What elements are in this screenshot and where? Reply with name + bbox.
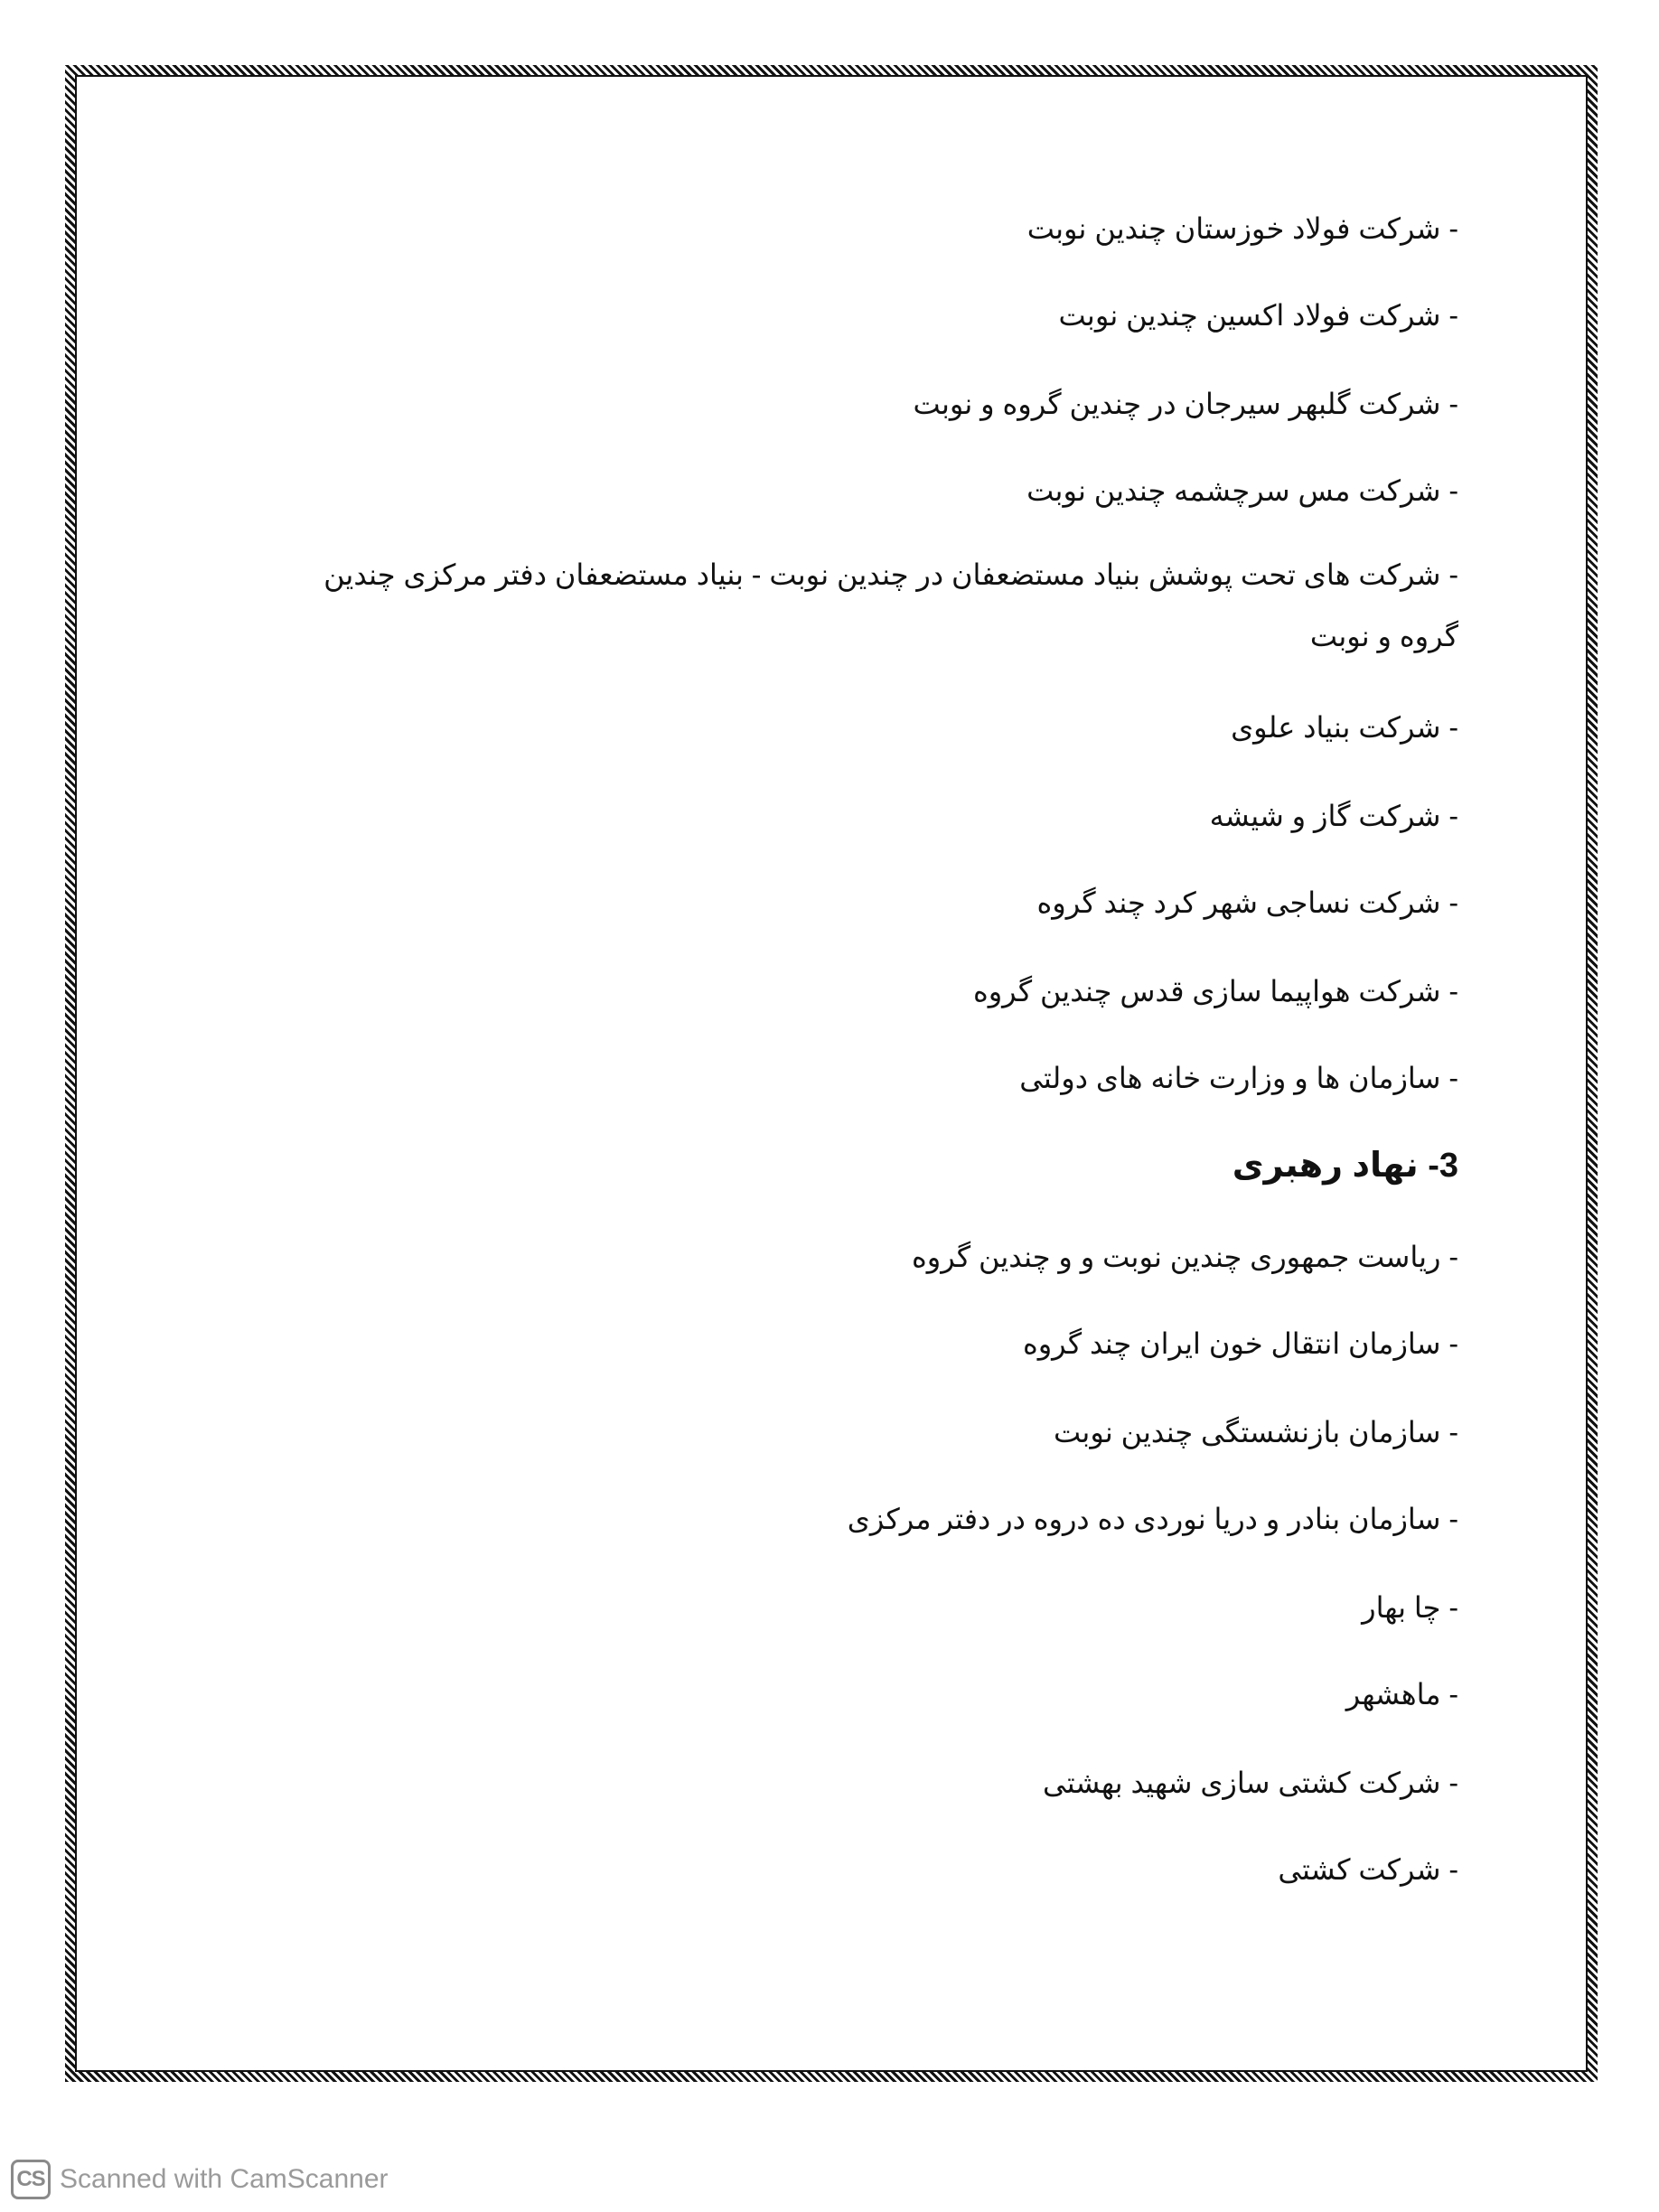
list-item: - شرکت کشتی سازی شهید بهشتی [1043, 1767, 1458, 1799]
watermark-text: Scanned with CamScanner [60, 2164, 389, 2194]
list-item: - شرکت کشتی [1278, 1853, 1458, 1886]
list-item: - چا بهار [1362, 1591, 1458, 1624]
list-item: - شرکت گلبهر سیرجان در چندین گروه و نوبت [913, 388, 1458, 420]
list-item: - شرکت بنیاد علوی [1231, 711, 1458, 744]
list-item: - شرکت هواپیما سازی قدس چندین گروه [972, 975, 1458, 1008]
section-heading: 3- نهاد رهبری [1232, 1147, 1458, 1185]
list-item: - شرکت های تحت پوشش بنیاد مستضعفان در چندین نوبت - بنیاد مستضعفان دفتر مرکزی چندین گروه و نوبت [323, 558, 1458, 652]
list-item: - شرکت نساجی شهر کرد چند گروه [1036, 886, 1458, 919]
list-item: - سازمان بازنشستگی چندین نوبت [1054, 1416, 1458, 1448]
list-item: - شرکت گاز و شیشه [1209, 800, 1458, 832]
list-item: - سازمان ها و وزارت خانه های دولتی [1019, 1062, 1458, 1094]
list-item: - ریاست جمهوری چندین نوبت و و چندین گروه [912, 1241, 1458, 1273]
list-item: - ماهشهر [1345, 1678, 1458, 1711]
camscanner-watermark [11, 2160, 389, 2199]
list-item: - شرکت مس سرچشمه چندین نوبت [1026, 474, 1458, 507]
camscanner-logo-icon: CS [11, 2160, 51, 2199]
list-item: - شرکت فولاد خوزستان چندین نوبت [1026, 212, 1458, 245]
list-item: - سازمان انتقال خون ایران چند گروه [1022, 1327, 1458, 1360]
list-item: - سازمان بنادر و دریا نوردی ده دروه در دفتر مرکزی [847, 1503, 1458, 1535]
page-border-frame [65, 65, 1598, 2082]
list-item: - شرکت فولاد اکسین چندین نوبت [1058, 299, 1458, 332]
